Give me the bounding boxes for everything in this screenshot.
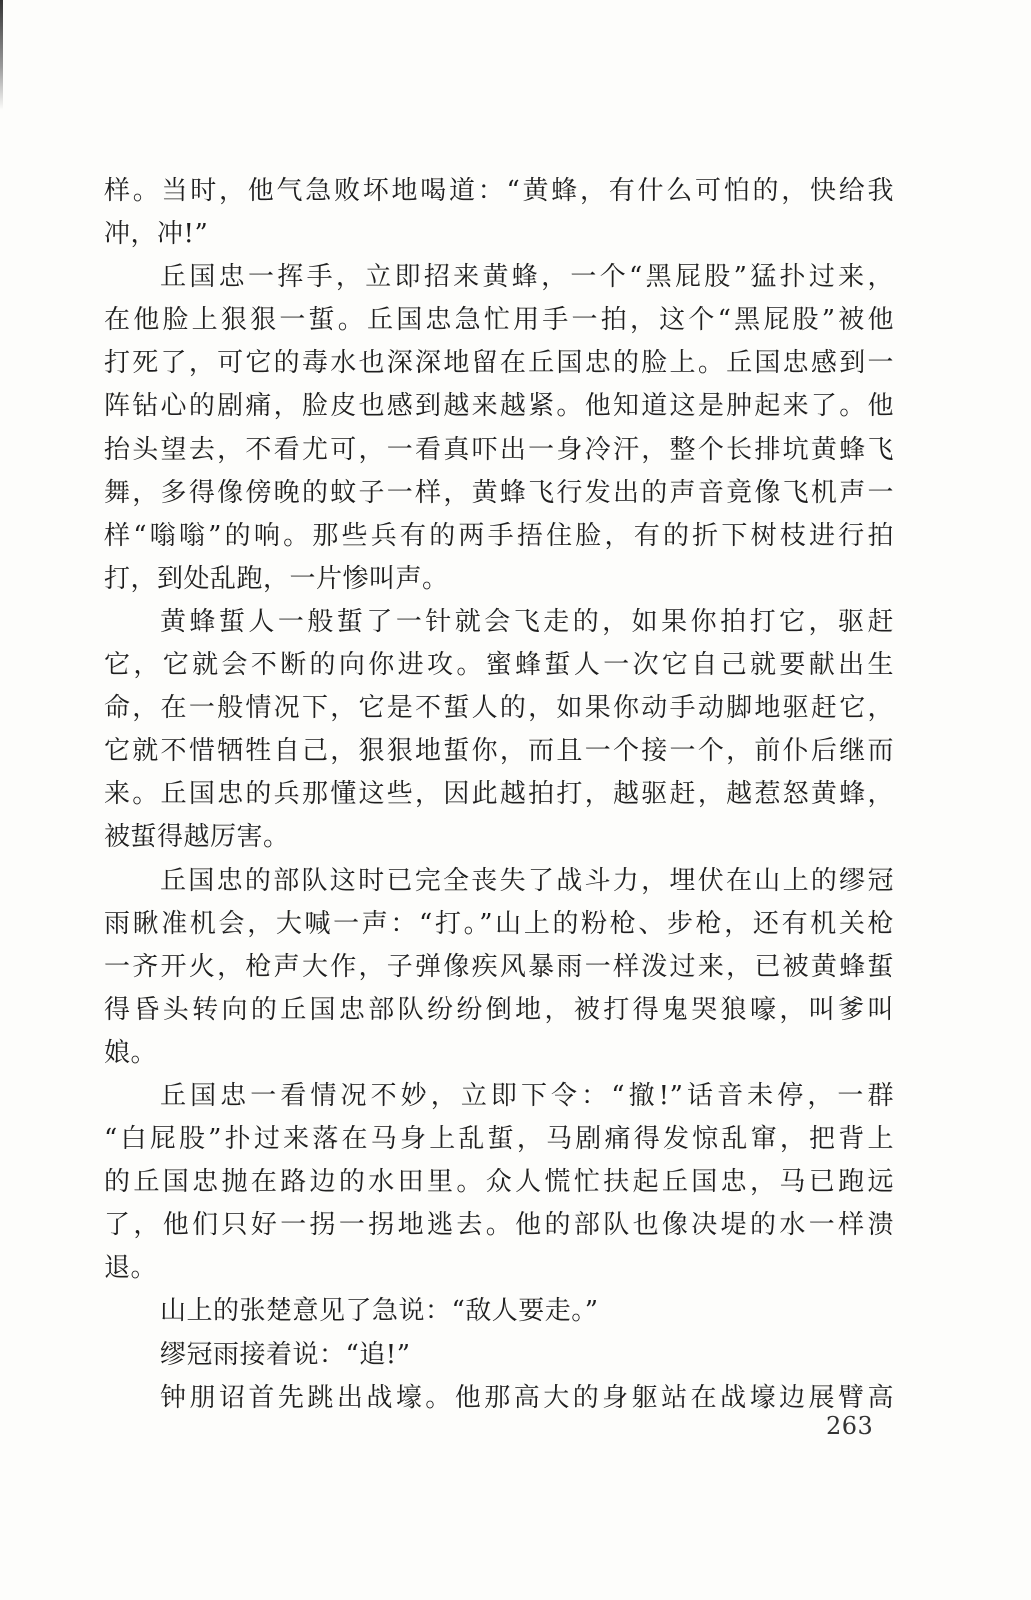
text-line: 黄蜂蜇人一般蜇了一针就会飞走的，如果你拍打它，驱赶 [160, 606, 894, 637]
text-line: 样“嗡嗡”的响。那些兵有的两手捂住脸，有的折下树枝进行拍 [104, 520, 894, 551]
text-line: 它就不惜牺牲自己，狠狠地蜇你，而且一个接一个，前仆后继而 [104, 736, 894, 767]
text-line: 的丘国忠抛在路边的水田里。众人慌忙扶起丘国忠，马已跑远 [104, 1167, 894, 1198]
text-line: “白屁股”扑过来落在马身上乱蜇，马剧痛得发惊乱窜，把背上 [104, 1124, 894, 1155]
text-line: 丘国忠一看情况不妙，立即下令：“撤!”话音未停，一群 [160, 1080, 894, 1111]
text-line: 娘。 [104, 1037, 158, 1068]
text-line: 样。当时，他气急败坏地喝道：“黄蜂，有什么可怕的，快给我 [104, 176, 894, 206]
text-line: 缪冠雨接着说：“追!” [160, 1339, 411, 1370]
text-line: 打死了，可它的毒水也深深地留在丘国忠的脸上。丘国忠感到一 [104, 348, 894, 379]
text-line: 舞，多得像傍晚的蚊子一样，黄蜂飞行发出的声音竟像飞机声一 [104, 477, 894, 508]
text-line: 冲，冲!” [104, 219, 209, 250]
text-line: 钟朋诏首先跳出战壕。他那高大的身躯站在战壕边展臂高 [160, 1382, 894, 1413]
body-text [104, 170, 894, 1420]
text-line: 来。丘国忠的兵那懂这些，因此越拍打，越驱赶，越惹怒黄蜂， [104, 779, 894, 810]
page-number: 263 [826, 1412, 874, 1440]
text-line: 命，在一般情况下，它是不蜇人的，如果你动手动脚地驱赶它， [104, 693, 894, 724]
text-line: 山上的张楚意见了急说：“敌人要走。” [160, 1296, 599, 1327]
text-line: 了，他们只好一拐一拐地逃去。他的部队也像决堤的水一样溃 [104, 1210, 894, 1241]
text-line: 退。 [104, 1253, 158, 1284]
text-line: 丘国忠一挥手，立即招来黄蜂，一个“黑屁股”猛扑过来， [160, 262, 894, 293]
text-line: 抬头望去，不看尤可，一看真吓出一身冷汗，整个长排坑黄蜂飞 [104, 434, 894, 465]
text-line: 它，它就会不断的向你进攻。蜜蜂蜇人一次它自己就要献出生 [104, 650, 894, 681]
text-line: 被蜇得越厉害。 [104, 822, 290, 853]
scan-edge-mark [0, 0, 3, 110]
text-line: 一齐开火，枪声大作，子弹像疾风暴雨一样泼过来，已被黄蜂蜇 [104, 951, 894, 982]
text-line: 在他脸上狠狠一蜇。丘国忠急忙用手一拍，这个“黑屁股”被他 [104, 305, 894, 336]
text-line: 阵钻心的剧痛，脸皮也感到越来越紧。他知道这是肿起来了。他 [104, 391, 894, 422]
text-line: 丘国忠的部队这时已完全丧失了战斗力，埋伏在山上的缪冠 [160, 865, 894, 896]
text-line: 打，到处乱跑，一片惨叫声。 [104, 563, 449, 594]
text-line: 雨瞅准机会，大喊一声：“打。”山上的粉枪、步枪，还有机关枪 [104, 908, 894, 939]
text-line: 得昏头转向的丘国忠部队纷纷倒地，被打得鬼哭狼嚎，叫爹叫 [104, 994, 894, 1025]
